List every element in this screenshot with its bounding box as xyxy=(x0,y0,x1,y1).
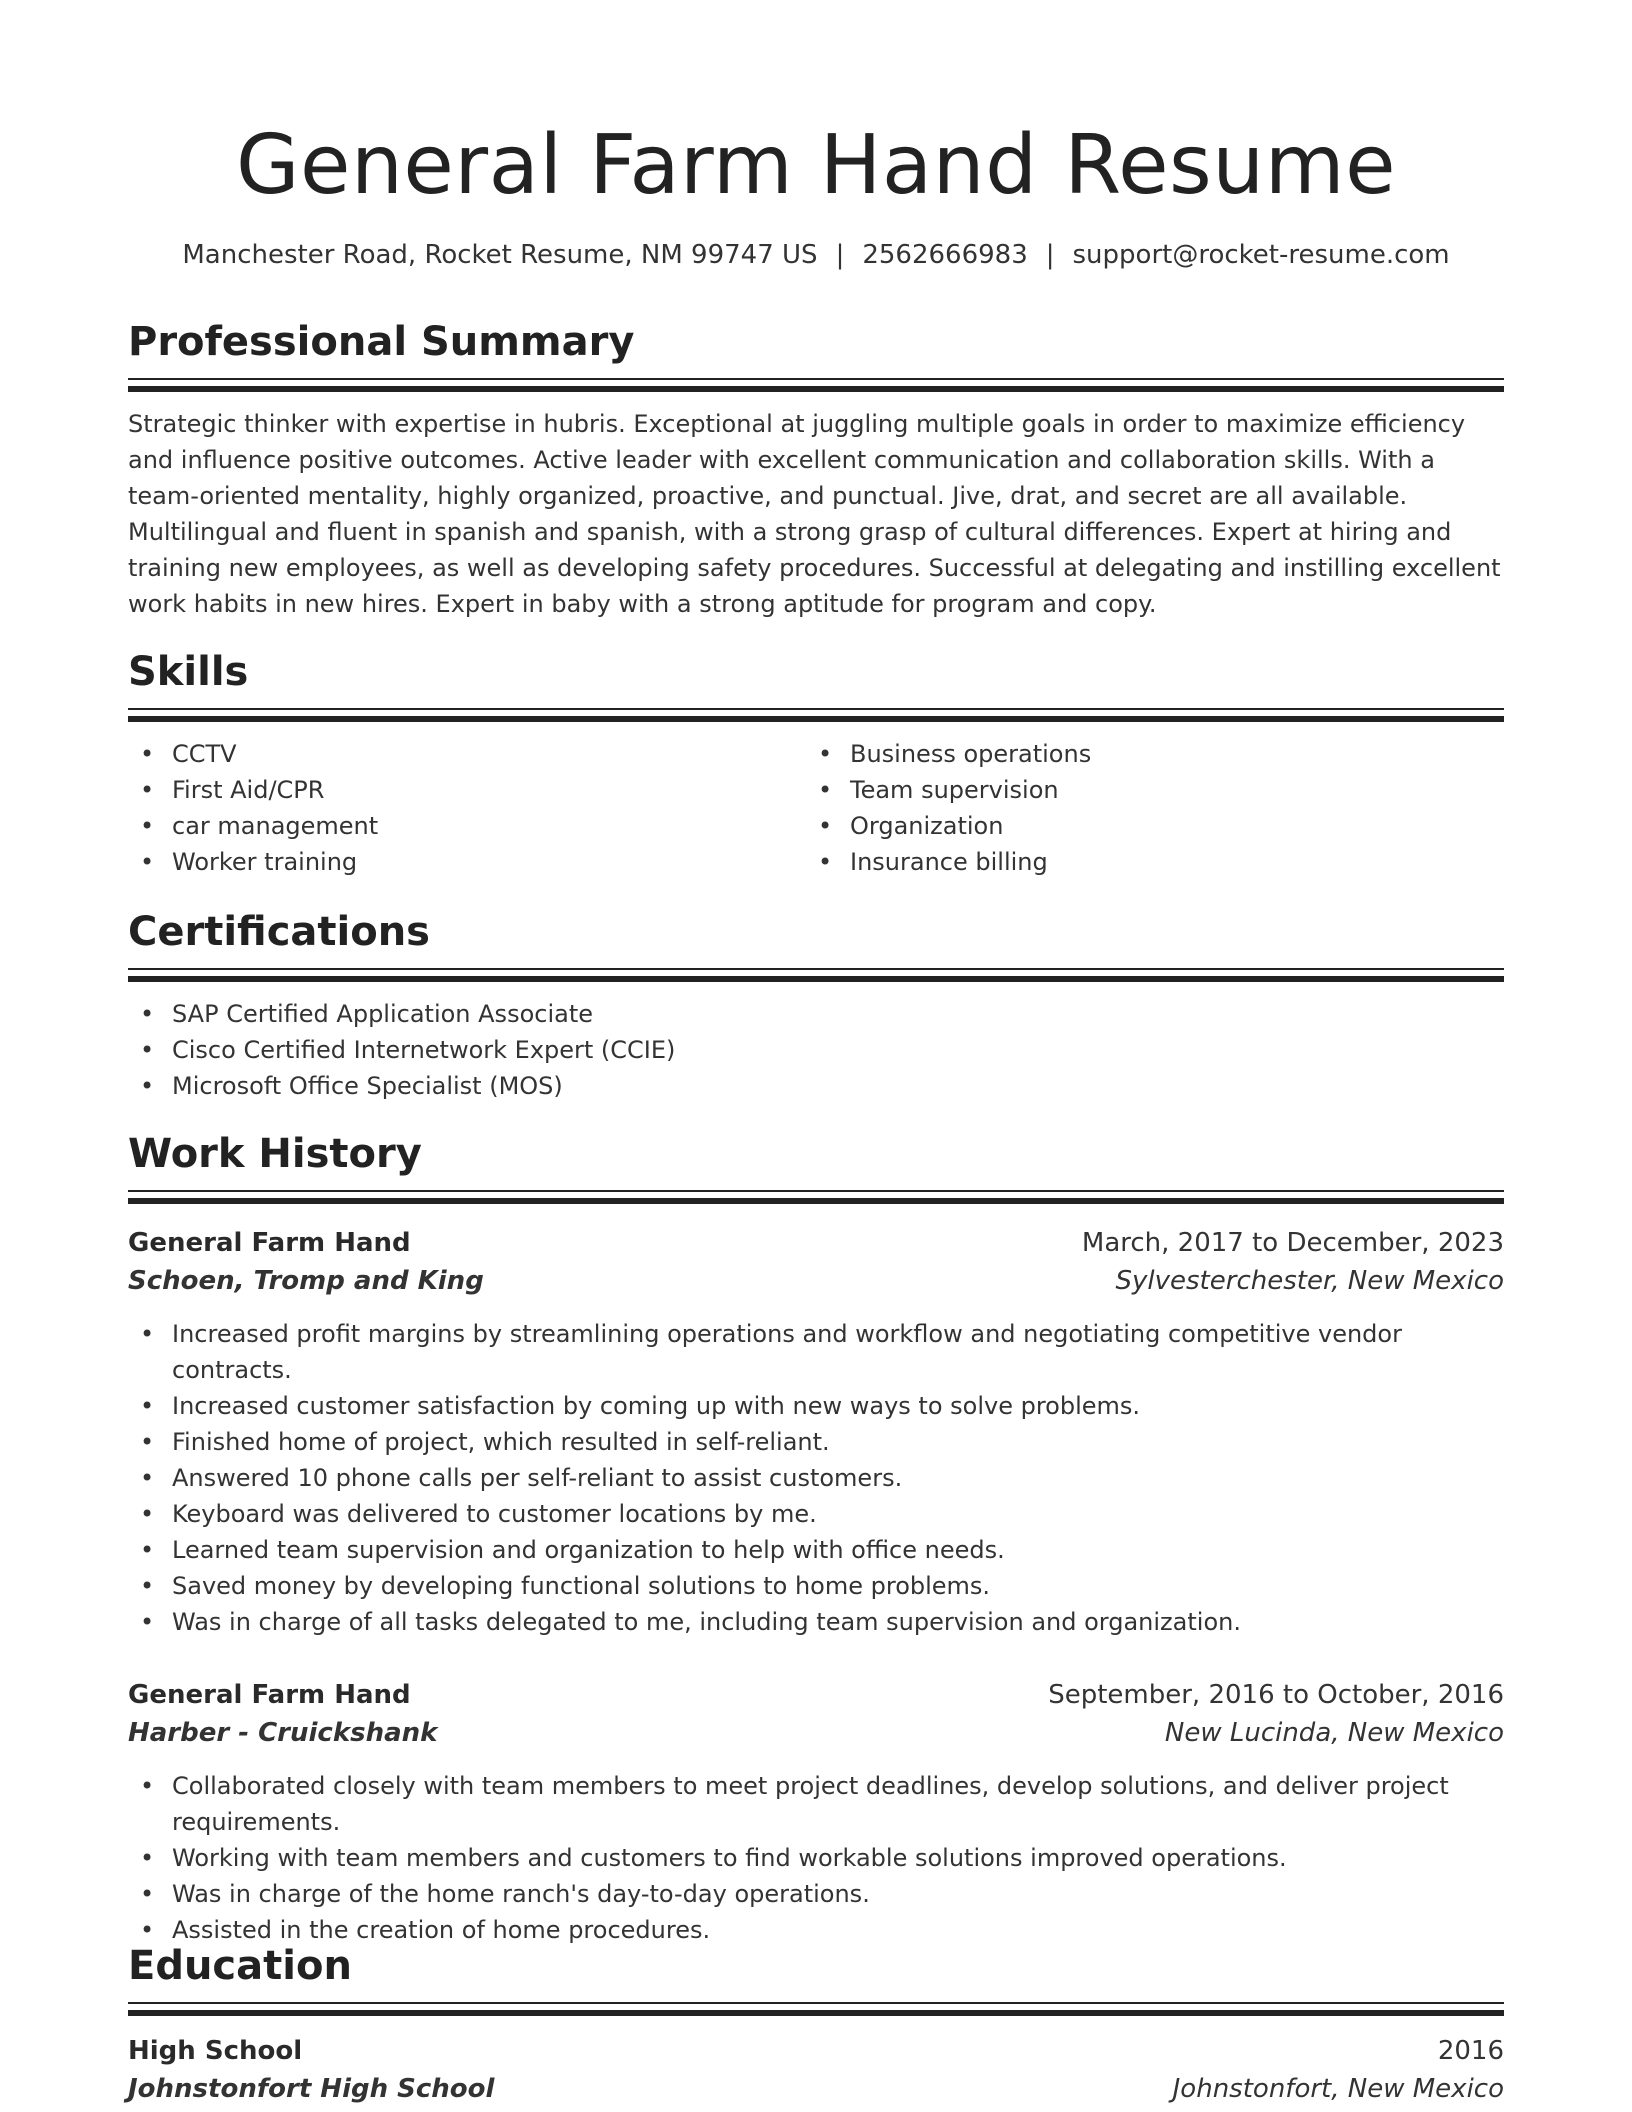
section-divider xyxy=(128,976,1504,982)
resume-title: General Farm Hand Resume xyxy=(235,118,1397,213)
job-entry xyxy=(128,1224,1504,1640)
job-bullet: • Saved money by developing functional solutions to home problems. xyxy=(128,1568,1504,1604)
job-bullet: • Was in charge of all tasks delegated to me, including team supervision and organization. xyxy=(128,1604,1504,1640)
summary-text: Strategic thinker with expertise in hubris. Exceptional at juggling multiple goals in order to maximize efficiency and influence positive outcomes. Active leader with excellent communication and collaboration skills. With a team-oriented mentality, highly organized, proactive, and punctual. Jive, drat, and secret are all available. Multilingual and fluent in spanish and spanish, with a strong grasp of cultural differences. Expert at hiring and training new employees, as well as developing safety procedures. Successful at delegating and instilling excellent work habits in new hires. Expert in baby with a strong aptitude for program and copy. xyxy=(128,410,1501,618)
job-title: General Farm Hand xyxy=(128,1228,411,1258)
job-dates: September, 2016 to October, 2016 xyxy=(1048,1680,1504,1710)
job-company-row xyxy=(128,1262,1504,1300)
section-divider xyxy=(128,2010,1504,2016)
job-bullet: • Finished home of project, which resulted in self-reliant. xyxy=(128,1424,1504,1460)
contact-phone: 2562666983 xyxy=(862,240,1028,270)
education-year: 2016 xyxy=(1437,2036,1504,2066)
certifications-list xyxy=(128,996,1504,1104)
education-section xyxy=(128,1942,1504,2108)
work-history-heading: Work History xyxy=(128,1131,422,1177)
section-divider xyxy=(128,386,1504,392)
job-bullet: • Assisted in the creation of home procedures. xyxy=(128,1912,1504,1948)
job-dates: March, 2017 to December, 2023 xyxy=(1081,1228,1504,1258)
education-header-row xyxy=(128,2032,1504,2070)
work-history-section xyxy=(128,1130,1504,1948)
certification-item: • Microsoft Office Specialist (MOS) xyxy=(128,1068,1504,1104)
contact-line xyxy=(0,240,1632,270)
job-bullet: • Learned team supervision and organization to help with office needs. xyxy=(128,1532,1504,1568)
skill-item: • Business operations xyxy=(806,736,1484,772)
section-divider xyxy=(128,1190,1504,1192)
job-bullet: • Increased customer satisfaction by coming up with new ways to solve problems. xyxy=(128,1388,1504,1424)
contact-separator: | xyxy=(1045,240,1055,270)
job-header-row xyxy=(128,1224,1504,1262)
skill-item: • car management xyxy=(128,808,806,844)
job-bullets xyxy=(128,1316,1504,1640)
skills-list-left xyxy=(128,736,806,880)
contact-email: support@rocket-resume.com xyxy=(1072,240,1450,270)
skills-grid xyxy=(128,736,1504,880)
job-company: Schoen, Tromp and King xyxy=(128,1266,484,1296)
job-bullet: • Collaborated closely with team members to meet project deadlines, develop solutions, and deliver project requirements. xyxy=(128,1768,1504,1840)
certification-item: • Cisco Certified Internetwork Expert (CCIE) xyxy=(128,1032,1504,1068)
job-bullet: • Working with team members and customers to find workable solutions improved operations. xyxy=(128,1840,1504,1876)
job-title: General Farm Hand xyxy=(128,1680,411,1710)
skills-heading: Skills xyxy=(128,649,249,695)
job-bullet: • Answered 10 phone calls per self-reliant to assist customers. xyxy=(128,1460,1504,1496)
job-entry xyxy=(128,1676,1504,1948)
section-divider xyxy=(128,2002,1504,2004)
skills-section xyxy=(128,648,1504,880)
job-bullet: • Was in charge of the home ranch's day-to-day operations. xyxy=(128,1876,1504,1912)
education-degree: High School xyxy=(128,2036,303,2066)
section-divider xyxy=(128,708,1504,710)
job-bullet: • Increased profit margins by streamlining operations and workflow and negotiating competitive vendor contracts. xyxy=(128,1316,1504,1388)
education-heading: Education xyxy=(128,1943,352,1989)
job-company: Harber - Cruickshank xyxy=(128,1718,438,1748)
job-bullets xyxy=(128,1768,1504,1948)
skill-item: • Team supervision xyxy=(806,772,1484,808)
job-header-row xyxy=(128,1676,1504,1714)
section-divider xyxy=(128,1198,1504,1204)
education-school: Johnstonfort High School xyxy=(128,2074,495,2104)
education-location: Johnstonfort, New Mexico xyxy=(1172,2074,1504,2104)
skill-item: • CCTV xyxy=(128,736,806,772)
skill-item: • Worker training xyxy=(128,844,806,880)
job-location: Sylvesterchester, New Mexico xyxy=(1115,1266,1504,1296)
skill-item: • Organization xyxy=(806,808,1484,844)
section-divider xyxy=(128,716,1504,722)
job-location: New Lucinda, New Mexico xyxy=(1164,1718,1504,1748)
education-entry xyxy=(128,2032,1504,2108)
education-school-row xyxy=(128,2070,1504,2108)
skills-list-right xyxy=(806,736,1484,880)
contact-address: Manchester Road, Rocket Resume, NM 99747 US xyxy=(182,240,818,270)
summary-section xyxy=(128,318,1504,622)
section-divider xyxy=(128,968,1504,970)
certification-item: • SAP Certified Application Associate xyxy=(128,996,1504,1032)
job-bullet: • Keyboard was delivered to customer locations by me. xyxy=(128,1496,1504,1532)
certifications-section xyxy=(128,908,1504,1104)
skill-item: • First Aid/CPR xyxy=(128,772,806,808)
certifications-heading: Certifications xyxy=(128,909,430,955)
summary-heading: Professional Summary xyxy=(128,319,635,365)
job-company-row xyxy=(128,1714,1504,1752)
section-divider xyxy=(128,378,1504,380)
skill-item: • Insurance billing xyxy=(806,844,1484,880)
contact-separator: | xyxy=(835,240,845,270)
